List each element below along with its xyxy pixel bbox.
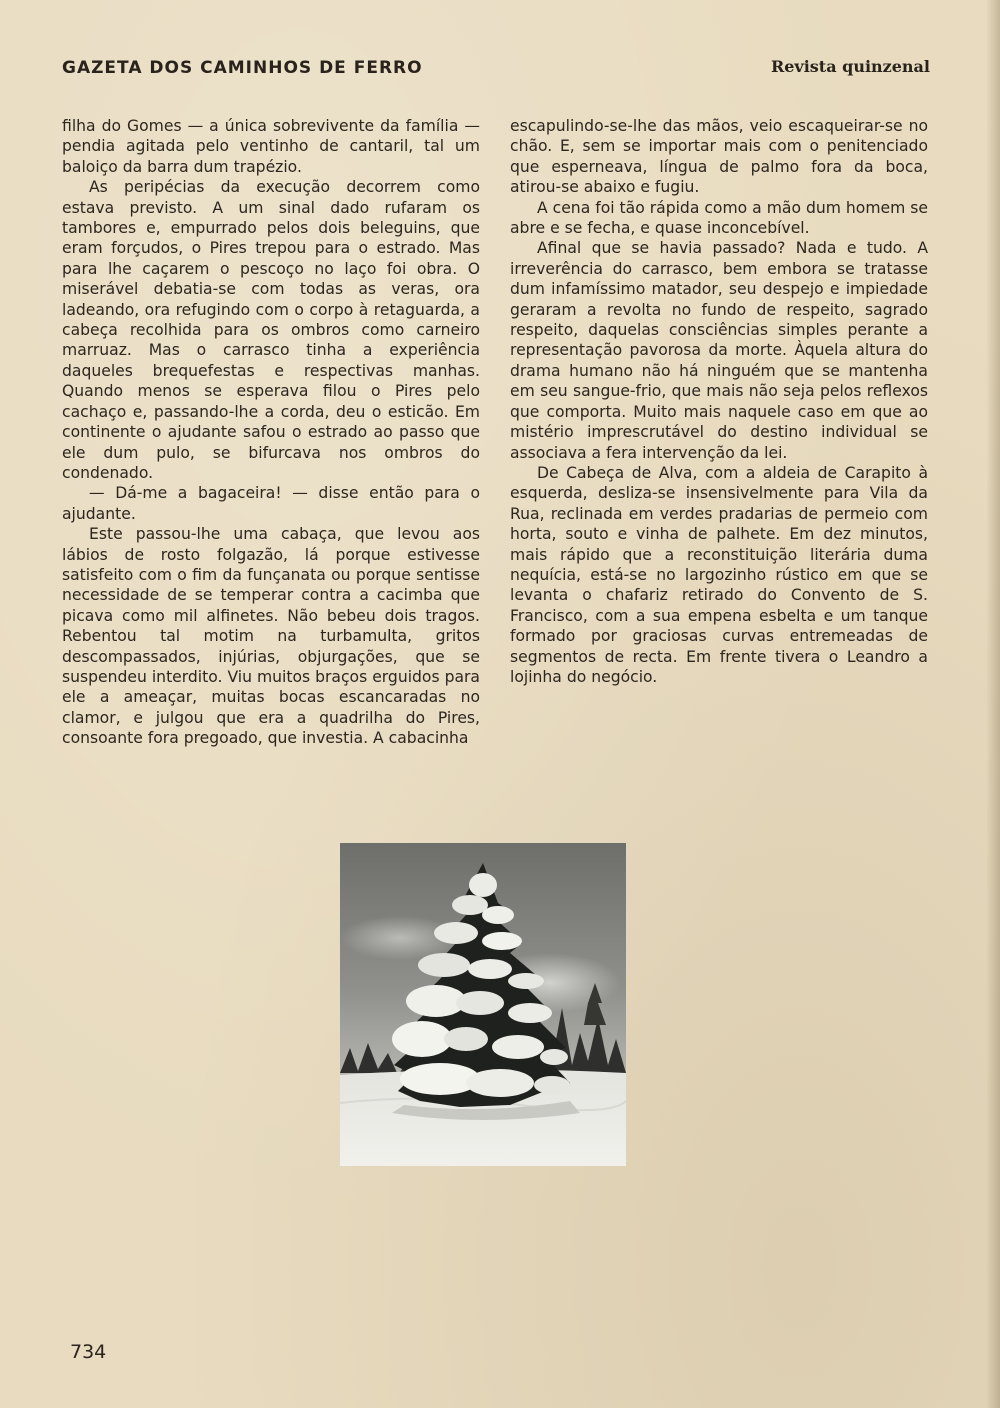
snow-tree-photo xyxy=(340,843,626,1166)
page-edge-shadow xyxy=(986,0,1000,1408)
publication-title: GAZETA DOS CAMINHOS DE FERRO xyxy=(62,58,423,78)
page-number: 734 xyxy=(70,1341,107,1363)
snow-tree-illustration xyxy=(340,843,626,1166)
paragraph: Este passou-lhe uma cabaça, que levou aos lábios de rosto folgazão, lá porque estivesse satisfeito com o fim da funçanata ou porque sentisse necessidade de se temperar contra a cacimba que picava como mil alfinetes. Não bebeu dois tragos. Rebentou tal motim na turbamulta, gritos descompassados, injúrias, objurgações, que se suspendeu interdito. Viu muitos braços erguidos para ele a ameaçar, muitas bocas escancaradas no clamor, e julgou que era a quadrilha do Pires, consoante fora pregoado, que investia. A cabacinha xyxy=(62,525,480,748)
text-column-right xyxy=(510,116,928,687)
paragraph: As peripécias da execução decorrem como estava previsto. A um sinal dado rufaram os tambores e, empurrado pelos dois beleguins, que eram forçudos, o Pires trepou para o estrado. Mas para lhe caçarem o pescoço no laço foi obra. O miserável debatia-se com todas as veras, ora ladeando, ora refugindo com o corpo à retaguarda, a cabeça recolhida para os ombros como carneiro marruaz. Mas o carrasco tinha a experiência daqueles brequefestas e respectivas manhas. Quando menos se esperava filou o Pires pelo cachaço e, passando-lhe a corda, deu o esticão. Em continente o ajudante safou o estrado ao passo que ele dum pulo, se bifurcava nos ombros do condenado. xyxy=(62,178,480,482)
paragraph: filha do Gomes — a única sobrevivente da família — pendia agitada pelo ventinho de cantaril, tal um baloiço da barra dum trapézio. xyxy=(62,117,480,176)
text-column-left xyxy=(62,116,480,749)
paragraph: A cena foi tão rápida como a mão dum homem se abre e se fecha, e quase inconcebível. xyxy=(510,198,928,238)
paragraph: escapulindo-se-lhe das mãos, veio escaqueirar-se no chão. E, sem se importar mais com o penitenciado que esperneava, língua de palmo fora da boca, atirou-se abaixo e fugiu. xyxy=(510,117,928,197)
paragraph: De Cabeça de Alva, com a aldeia de Carapito à esquerda, desliza-se insensivelmente para Vila da Rua, reclinada em verdes pradarias de permeio com horta, souto e vinha de palhete. Em dez minutos, mais rápido que a reconstituição literária duma nequícia, está-se no largozinho rústico em que se levanta o chafariz retirado do Convento de S. Francisco, com a sua empena esbelta e um tanque formado por graciosas curvas entremeadas de segmentos de recta. Em frente tivera o Leandro a lojinha do negócio. xyxy=(510,463,928,686)
paragraph: — Dá-me a bagaceira! — disse então para o ajudante. xyxy=(62,484,480,523)
paragraph: Afinal que se havia passado? Nada e tudo. A irreverência do carrasco, bem embora se tratasse dum infamíssimo matador, seu despejo e impiedade geraram a revolta no fundo de respeito, sagrado respeito, daquelas consciências simples perante a representação pavorosa da morte. Àquela altura do drama humano não há ninguém que se mantenha em seu sangue-frio, que mais não seja pelos reflexos que comporta. Muito mais naquele caso em que ao mistério imprescrutável do destino individual se associava a fera intervenção da lei. xyxy=(510,239,928,462)
publication-subtitle: Revista quinzenal xyxy=(770,57,930,76)
